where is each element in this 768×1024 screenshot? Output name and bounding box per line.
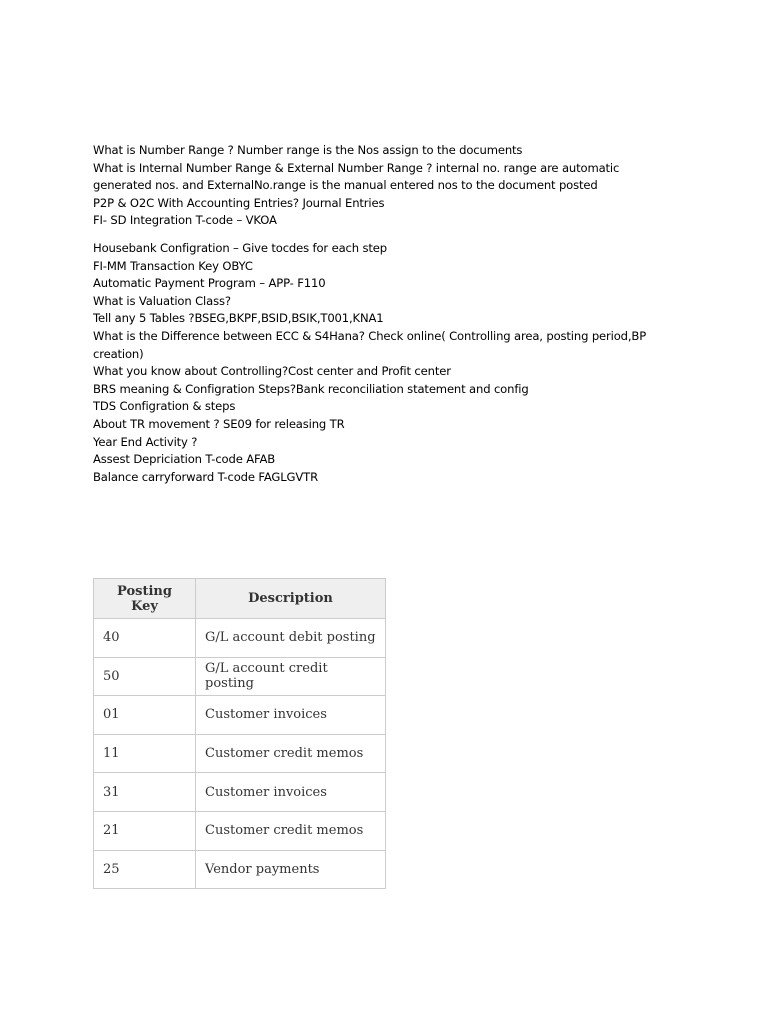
note-line: Year End Activity ? bbox=[93, 434, 198, 449]
posting-key-cell: 40 bbox=[94, 619, 196, 658]
note-line: What is Valuation Class? bbox=[93, 293, 231, 308]
note-line: What is Number Range ? Number range is the Nos assign to the documents bbox=[93, 143, 523, 157]
table-row bbox=[94, 811, 386, 850]
posting-key-cell: 11 bbox=[94, 734, 196, 773]
table-row bbox=[94, 657, 386, 696]
note-line: generated nos. and ExternalNo.range is the manual entered nos to the document posted bbox=[93, 178, 598, 193]
note-line: Tell any 5 Tables ?BSEG,BKPF,BSID,BSIK,T001,KNA1 bbox=[93, 311, 384, 326]
note-line: Automatic Payment Program – APP- F110 bbox=[93, 276, 326, 291]
posting-key-table bbox=[93, 578, 386, 889]
note-line: TDS Configration & steps bbox=[93, 399, 236, 414]
table-row bbox=[94, 696, 386, 735]
note-line: P2P & O2C With Accounting Entries? Journal Entries bbox=[93, 195, 385, 210]
note-line: BRS meaning & Configration Steps?Bank reconciliation statement and config bbox=[93, 381, 529, 396]
note-line: Balance carryforward T-code FAGLGVTR bbox=[93, 469, 319, 484]
posting-key-cell: 50 bbox=[94, 657, 196, 696]
note-line: creation) bbox=[93, 346, 144, 361]
note-line: FI- SD Integration T-code – VKOA bbox=[93, 213, 277, 228]
description-cell: G/L account debit posting bbox=[196, 619, 386, 658]
table-row bbox=[94, 850, 386, 889]
interview-notes-block-2 bbox=[93, 240, 673, 486]
note-line: What is Internal Number Range & External Number Range ? internal no. range are automatic bbox=[93, 160, 620, 175]
posting-key-cell: 21 bbox=[94, 811, 196, 850]
description-cell: Vendor payments bbox=[196, 850, 386, 889]
note-line: What you know about Controlling?Cost center and Profit center bbox=[93, 364, 451, 379]
description-cell: G/L account credit posting bbox=[196, 657, 386, 696]
description-cell: Customer invoices bbox=[196, 696, 386, 735]
posting-key-cell: 01 bbox=[94, 696, 196, 735]
note-line: Housebank Configration – Give tocdes for each step bbox=[93, 241, 387, 255]
description-cell: Customer credit memos bbox=[196, 734, 386, 773]
table-row bbox=[94, 773, 386, 812]
posting-key-table-wrapper bbox=[93, 578, 386, 889]
column-header-description: Description bbox=[196, 579, 386, 619]
interview-notes-block-1 bbox=[93, 142, 673, 230]
table-row bbox=[94, 734, 386, 773]
posting-key-cell: 25 bbox=[94, 850, 196, 889]
posting-key-cell: 31 bbox=[94, 773, 196, 812]
note-line: FI-MM Transaction Key OBYC bbox=[93, 258, 253, 273]
description-cell: Customer invoices bbox=[196, 773, 386, 812]
table-row bbox=[94, 619, 386, 658]
note-line: About TR movement ? SE09 for releasing TR bbox=[93, 416, 345, 431]
description-cell: Customer credit memos bbox=[196, 811, 386, 850]
note-line: What is the Difference between ECC & S4Hana? Check online( Controlling area, posting period,BP bbox=[93, 328, 647, 343]
column-header-posting-key: Posting Key bbox=[94, 579, 196, 619]
table-header-row bbox=[94, 579, 386, 619]
note-line: Assest Depriciation T-code AFAB bbox=[93, 452, 276, 467]
